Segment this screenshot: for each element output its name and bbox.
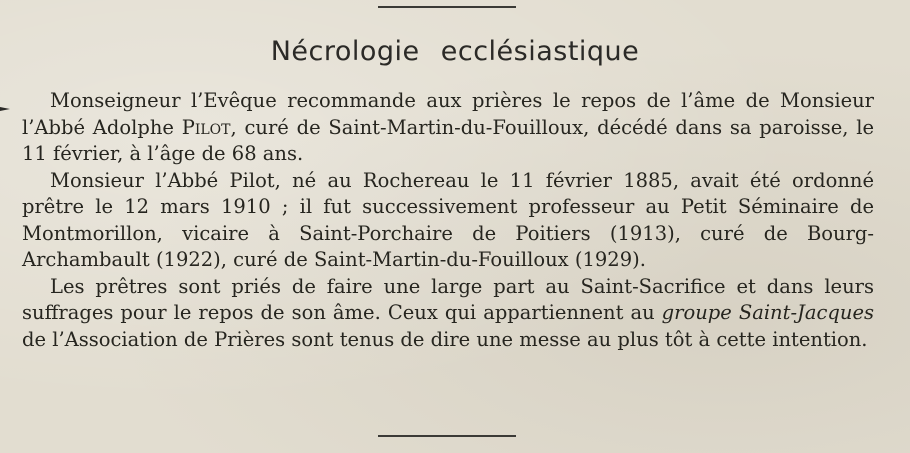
page-title: Nécrologie ecclésiastique bbox=[270, 36, 640, 67]
group-name: groupe Saint-Jacques bbox=[661, 301, 874, 324]
margin-mark bbox=[0, 107, 10, 111]
paragraph-biography: Monsieur l’Abbé Pilot, né au Rochereau le 11 février 1885, avait été ordonné prêtre le 12 mars 1910 ; il fut successivement professeur au Petit Séminaire de Montmorillon, vicaire à Saint-Porchaire de Poitiers (1913), curé de Bourg-Archambault (1922), curé de Saint-Martin-du-Fouilloux (1929). bbox=[22, 168, 874, 271]
paragraph-3-text-start: Les prêtres sont priés de faire une large part au Saint-Sacrifice et dans leurs suffrages pour le repos de son âme. Ceux qui appartiennent au bbox=[22, 274, 874, 324]
bottom-divider bbox=[378, 435, 516, 437]
paragraph-announcement bbox=[22, 88, 874, 168]
paragraph-3-text-end: de l’Association de Prières sont tenus de dire une messe au plus tôt à cette intention. bbox=[22, 327, 868, 351]
deceased-surname: Pilot bbox=[181, 115, 231, 139]
paragraph-1-text-start: Monseigneur l’Evêque recommande aux prières le repos de l’âme de Monsieur l’Abbé Adolphe bbox=[22, 89, 874, 139]
article-body bbox=[22, 88, 874, 353]
paragraph-1-text-end: , curé de Saint-Martin-du-Fouilloux, décédé dans sa paroisse, le 11 février, à l’âge de 68 ans. bbox=[22, 115, 874, 165]
paragraph-request bbox=[22, 274, 874, 354]
top-divider bbox=[378, 6, 516, 8]
